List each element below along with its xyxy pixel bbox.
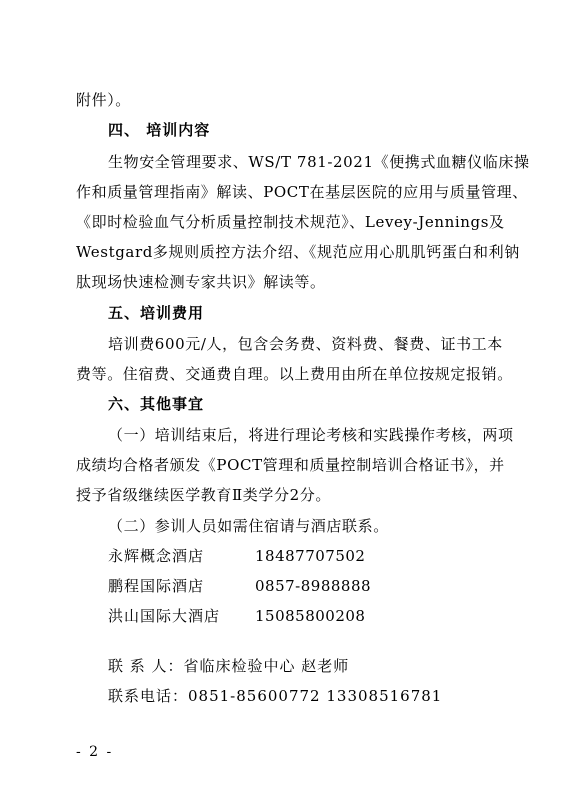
section4-line: 作和质量管理指南》解读、POCT在基层医院的应用与质量管理、 [76,183,528,201]
hotel-phone: 18487707502 [255,547,366,565]
hotel-phone: 0857-8988888 [255,577,372,595]
section4-line: 肽现场快速检测专家共识》解读等。 [76,273,326,291]
hotel-name: 永辉概念酒店 [108,547,205,565]
section5-line: 培训费600元/人，包含会务费、资料费、餐费、证书工本 [108,335,503,353]
intro-tail: 附件）。 [76,91,131,109]
hotel-name: 鹏程国际酒店 [108,577,205,595]
section4-line: 《即时检验血气分析质量控制技术规范》、Levey-Jennings及 [76,213,505,231]
contact-person: 联 系 人：省临床检验中心 赵老师 [108,657,350,675]
contact-phone: 联系电话：0851-85600772 13308516781 [108,687,443,705]
section4-line: Westgard多规则质控方法介绍、《规范应用心肌肌钙蛋白和利钠 [76,243,520,261]
section6-heading: 六、其他事宜 [108,395,205,413]
section5-heading: 五、培训费用 [108,304,205,322]
section4-line: 生物安全管理要求、WS/T 781-2021《便携式血糖仪临床操 [108,153,530,171]
section4-heading: 四、 培训内容 [108,121,211,139]
section6-item1-line: （一）培训结束后，将进行理论考核和实践操作考核，两项 [108,426,514,444]
hotel-name: 洪山国际大酒店 [108,607,221,625]
section6-item1-line: 成绩均合格者颁发《POCT管理和质量控制培训合格证书》，并 [76,456,505,474]
section6-item2: （二）参训人员如需住宿请与酒店联系。 [108,517,389,535]
section6-item1-line: 授予省级继续医学教育Ⅱ类学分2分。 [76,486,331,504]
section5-line: 费等。住宿费、交通费自理。以上费用由所在单位按规定报销。 [76,365,513,383]
page-number: - 2 - [76,744,114,760]
hotel-phone: 15085800208 [255,607,366,625]
